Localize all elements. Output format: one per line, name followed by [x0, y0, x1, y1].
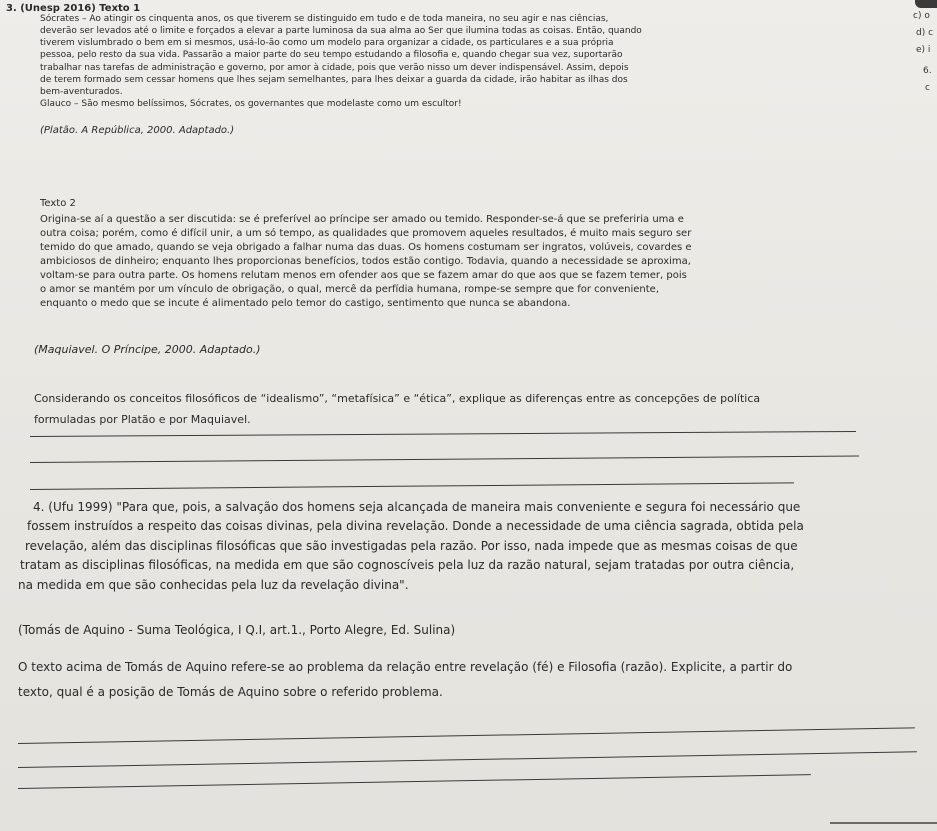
texto-1-line: Glauco – São mesmo belíssimos, Sócrates, os governantes que modelaste como um escultor!: [40, 99, 462, 109]
answer-line: [30, 482, 794, 490]
margin-question-6: 6.: [923, 66, 932, 76]
question-4-line: na medida em que são conhecidas pela luz da revelação divina".: [18, 578, 409, 592]
answer-line: [30, 455, 859, 463]
texto-1-line: tiverem vislumbrado o bem em si mesmos, usá-lo-ão como um modelo para organizar a cidade, os particulares e a sua própria: [40, 38, 614, 48]
texto-1-line: deverão ser levados até o limite e forçados a elevar a parte luminosa da sua alma ao Ser que ilumina todas as coisas. Então, quando: [40, 26, 642, 36]
question-4-prompt-line: O texto acima de Tomás de Aquino refere-se ao problema da relação entre revelação (fé) e Filosofia (razão). Explicite, a partir do: [18, 660, 793, 674]
answer-line: [18, 751, 917, 768]
page-edge-mark: [830, 822, 937, 824]
texto-1-line: de terem formado sem cessar homens que lhes sejam semelhantes, para lhes deixar a guarda da cidade, irão habitar as ilhas dos: [40, 75, 628, 85]
question-4-line: 4. (Ufu 1999) "Para que, pois, a salvação dos homens seja alcançada de maneira mais conveniente e segura foi necessário que: [33, 500, 801, 514]
question-4-line: fossem instruídos a respeito das coisas divinas, pela divina revelação. Donde a necessidade de uma ciência sagrada, obtida pela: [27, 519, 804, 533]
question-3-header: 3. (Unesp 2016) Texto 1: [6, 3, 141, 14]
texto-2-line: ambiciosos de dinheiro; enquanto lhes proporcionas benefícios, todos estão contigo. Todavia, quando a necessidade se aproxima,: [40, 256, 691, 267]
texto-1-line: Sócrates – Ao atingir os cinquenta anos, os que tiverem se distinguido em tudo e de toda maneira, no seu agir e nas ciências,: [40, 14, 609, 24]
page-edge-shadow: [915, 0, 937, 8]
answer-line: [30, 431, 856, 437]
texto-2-citation: (Maquiavel. O Príncipe, 2000. Adaptado.): [34, 343, 261, 356]
texto-2-line: outra coisa; porém, como é difícil unir, a um só tempo, as qualidades que promovem aqueles resultados, é muito mais seguro ser: [40, 228, 692, 239]
margin-option-e: e) i: [916, 45, 931, 55]
answer-line: [18, 774, 811, 789]
texto-2-heading: Texto 2: [40, 198, 76, 209]
question-4-citation: (Tomás de Aquino - Suma Teológica, I Q.I, art.1., Porto Alegre, Ed. Sulina): [18, 623, 456, 637]
texto-1-citation: (Platão. A República, 2000. Adaptado.): [40, 125, 235, 136]
question-4-prompt-line: texto, qual é a posição de Tomás de Aquino sobre o referido problema.: [18, 685, 443, 699]
question-4-line: tratam as disciplinas filosóficas, na medida em que são cognoscíveis pela luz da razão natural, sejam tratadas por outra ciência,: [20, 558, 795, 572]
texto-2-line: voltam-se para outra parte. Os homens relutam menos em ofender aos que se fazem amar do que aos que se fazem temer, pois: [40, 270, 687, 281]
answer-line: [18, 727, 915, 744]
texto-2-line: Origina-se aí a questão a ser discutida: se é preferível ao príncipe ser amado ou temido. Responder-se-á que se preferiria uma e: [40, 214, 684, 225]
question-3-line: formuladas por Platão e por Maquiavel.: [34, 413, 251, 426]
texto-2-line: enquanto o medo que se incute é alimentado pelo temor do castigo, sentimento que nunca se abandona.: [40, 298, 571, 309]
margin-option-c: c) o: [913, 11, 930, 21]
margin-option-d: d) c: [916, 28, 934, 38]
margin-option-c-small: c: [925, 83, 930, 93]
texto-2-line: o amor se mantém por um vínculo de obrigação, o qual, mercê da perfídia humana, rompe-se sempre que for conveniente,: [40, 284, 660, 295]
texto-1-line: pessoa, pelo resto da sua vida. Passarão a maior parte do seu tempo estudando a filosofia e, quando chegar sua vez, suportarão: [40, 50, 623, 60]
question-3-line: Considerando os conceitos filosóficos de “idealismo”, “metafísica” e “ética”, explique as diferenças entre as concepções de política: [34, 392, 761, 405]
texto-1-line: bem-aventurados.: [40, 87, 123, 97]
texto-2-line: temido do que amado, quando se veja obrigado a falhar numa das duas. Os homens costumam ser ingratos, volúveis, covardes e: [40, 242, 692, 253]
texto-1-line: trabalhar nas tarefas de administração e governo, por amor à cidade, pois que verão nisso um dever indispensável. Assim, depois: [40, 63, 629, 73]
question-4-line: revelação, além das disciplinas filosóficas que são investigadas pela razão. Por isso, nada impede que as mesmas coisas de que: [25, 539, 798, 553]
